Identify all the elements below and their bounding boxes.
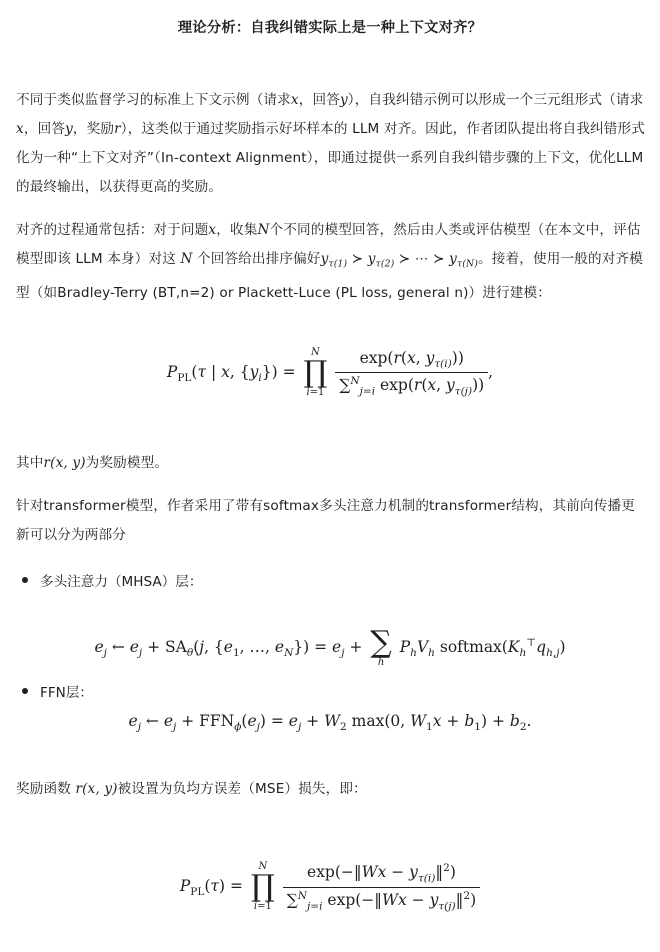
- text-fragment: ，收集: [216, 222, 258, 238]
- text-fragment: 为奖励模型。: [85, 455, 169, 471]
- math-N: N: [180, 251, 193, 267]
- eq-symbol: P: [179, 877, 191, 895]
- bullet-ffn: [22, 681, 93, 701]
- math-x: x: [16, 121, 24, 137]
- math-N: N: [257, 222, 270, 238]
- paragraph-alignment: [16, 216, 648, 308]
- text-fragment: 被设置为负均方误差（MSE）损失，即：: [117, 781, 367, 797]
- equation-mse: $P_{PL}(\tau)$ = N ∏ i=1 $\frac{\exp(-‖Wx - y_{\tau(i)}‖^2)}{\sum^N_{j=i} \exp(-‖Wx - y_{\tau(j)}‖^2)}$: [0, 862, 660, 912]
- paragraph-mse: [16, 775, 648, 804]
- text-fragment: 不同于类似监督学习的标准上下文示例（请求: [16, 92, 291, 108]
- section-title: 理论分析：自我纠错实际上是一种上下文对齐？: [177, 20, 483, 36]
- equation-plackett-luce: $P_{PL}(\tau$ | x, $\{y_i\}$) = N ∏ i=1 $\frac{\exp(r(x, y_{\tau(i)}))}{\sum^N_{j=i} \exp(r(x, y_{\tau(j)}))}$ ,: [166, 347, 494, 398]
- math-y: y: [65, 121, 73, 137]
- text-fragment: 其中: [16, 455, 44, 471]
- text-fragment: 个不同的模型回答，然后由人类或评估模型（在本文中，评估模型即该 LLM 本身）对这: [16, 222, 641, 267]
- paragraph-reward-model: [16, 449, 648, 478]
- math-rxy: r(x, y): [75, 781, 118, 797]
- math-rxy: r(x, y): [43, 455, 86, 471]
- bullet-label: 多头注意力（MHSA）层：: [40, 574, 203, 590]
- text-fragment: 。接着，使用一般的对齐模型（如Bradley-Terry (BT,n=2) or Plackett-Luce (PL loss, general n)）进行建模：: [16, 251, 643, 301]
- bullet-dot: [22, 688, 28, 694]
- text-fragment: 对齐的过程通常包括：对于问题: [16, 222, 209, 238]
- text-fragment: ），自我纠错示例可以形成一个三元组形式（请求: [347, 92, 644, 108]
- bullet-dot: [22, 577, 28, 583]
- text-fragment: ），这类似于通过奖励指示好坏样本的 LLM 对齐。因此，作者团队提出将自我纠错形式化为一种“上下文对齐”（In-context Alignment），即通过提供一系列自我纠错步骤的上下文，优化LLM的最终输出，以获得更高的奖励。: [16, 121, 646, 195]
- math-r: r: [114, 121, 121, 137]
- text-fragment: ，奖励: [72, 121, 115, 137]
- equation-ffn: $e_j$ ← $e_j + FFN_\phi(e_j) = e_j + W_2$ max(0, $W_1x + b_1) + b_2$.: [128, 712, 532, 734]
- paragraph-transformer: 针对transformer模型，作者采用了带有softmax多头注意力机制的transformer结构，其前向传播更新可以分为两部分: [16, 498, 635, 543]
- math-y: y: [339, 92, 348, 108]
- ranking-formula: $y_{\tau(1)}$ ≻ $y_{\tau(2)}$ ≻ ⋯ ≻ $y_{\tau(N)}$: [320, 251, 479, 270]
- math-x: x: [208, 222, 217, 238]
- text-fragment: ，回答: [298, 92, 340, 108]
- eq-symbol: P: [166, 363, 178, 381]
- text-fragment: ，回答: [23, 121, 66, 137]
- text-fragment: 个回答给出排序偏好: [192, 251, 321, 267]
- math-x: x: [290, 92, 299, 108]
- bullet-mhsa: [22, 570, 202, 590]
- paragraph-intro: [16, 86, 648, 202]
- text-fragment: 奖励函数: [16, 781, 76, 797]
- bullet-label: FFN层：: [40, 685, 93, 701]
- equation-mhsa: $e_j$ ← $e_j + SA_\theta(j$, {$e_1$, …, $e_N\}) = e_j$ + ∑ h $P_hV_h$ $softmax(K_h^⊤q_{h,j})$: [94, 625, 566, 668]
